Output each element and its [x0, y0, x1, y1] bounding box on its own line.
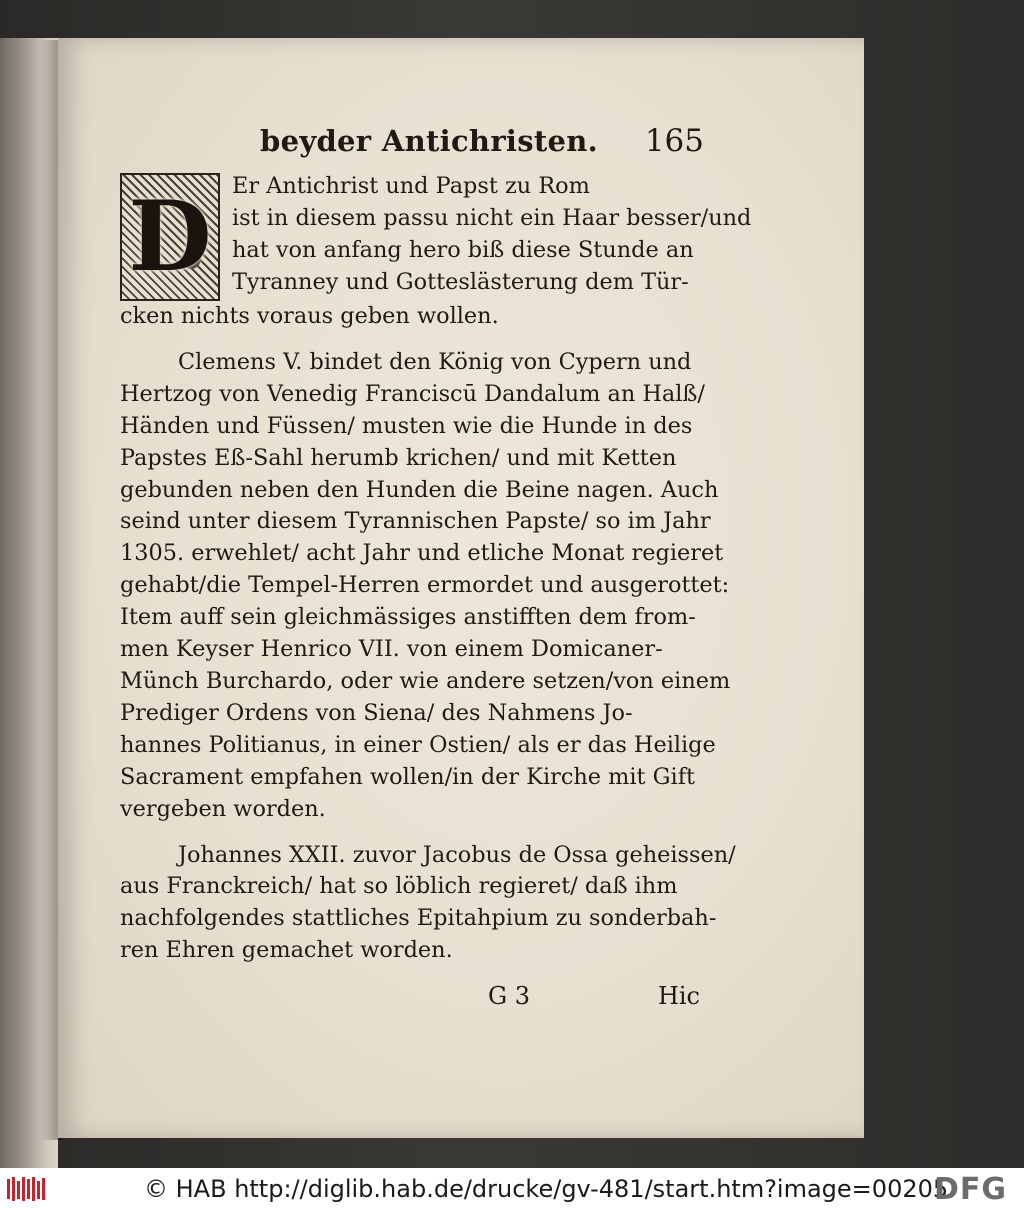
running-title: beyder Antichristen.	[260, 124, 599, 158]
hab-logo-icon	[6, 1176, 48, 1202]
text-line: hat von anfang hero biß diese Stunde an	[232, 236, 694, 263]
text-line: men Keyser Henrico VII. von einem Domicaner-	[120, 636, 663, 663]
text-line: Prediger Ordens von Siena/ des Nahmens Jo-	[120, 699, 633, 726]
text-line: Sacrament empfahen wollen/in der Kirche mit Gift	[120, 763, 696, 790]
text-line: hannes Politianus, in einer Ostien/ als er das Heilige	[120, 731, 716, 758]
running-head	[120, 123, 704, 166]
paragraph-1	[120, 171, 752, 333]
paragraph-3	[120, 840, 736, 968]
text-line: Tyranney und Gotteslästerung dem Tür-	[232, 268, 689, 295]
catchword: Hic	[657, 982, 700, 1011]
text-line: Papstes Eß-Sahl herumb krichen/ und mit Ketten	[120, 444, 677, 471]
text-line: ren Ehren gemachet worden.	[120, 937, 453, 964]
dfg-logo: DFG	[934, 1172, 1008, 1207]
initial-letter: D	[128, 180, 212, 294]
decorated-initial	[120, 173, 220, 301]
text-line: Clemens V. bindet den König von Cypern und	[178, 348, 692, 375]
paragraph-2	[120, 347, 731, 826]
text-line: Hertzog von Venedig Franciscū Dandalum an Halß/	[120, 380, 705, 407]
text-line: ist in diesem passu nicht ein Haar besser/und	[232, 204, 752, 231]
text-line: Händen und Füssen/ musten wie die Hunde in des	[120, 412, 693, 439]
book-page	[58, 38, 864, 1138]
page-foot	[120, 981, 700, 1015]
text-line: nachfolgendes stattliches Epitahpium zu sonderbah-	[120, 905, 717, 932]
footer-bar	[0, 1168, 1024, 1209]
text-line: Münch Burchardo, oder wie andere setzen/von einem	[120, 667, 731, 694]
text-line: Johannes XXII. zuvor Jacobus de Ossa geheissen/	[178, 841, 736, 868]
copyright-link[interactable]: © HAB http://diglib.hab.de/drucke/gv-481/start.htm?image=00205	[144, 1175, 949, 1203]
text-line: vergeben worden.	[120, 795, 326, 822]
text-line: aus Franckreich/ hat so löblich regieret/ daß ihm	[120, 873, 678, 900]
text-line: 1305. erwehlet/ acht Jahr und etliche Monat regieret	[120, 540, 724, 567]
text-line: cken nichts voraus geben wollen.	[120, 303, 499, 329]
text-line: Item auff sein gleichmässiges anstifften dem from-	[120, 604, 696, 631]
text-line: Er Antichrist und Papst zu Rom	[232, 173, 590, 199]
text-line: seind unter diesem Tyrannischen Papste/ so im Jahr	[120, 508, 711, 535]
text-line: gebunden neben den Hunden die Beine nagen. Auch	[120, 476, 719, 503]
signature-mark: G 3	[488, 982, 531, 1011]
page-text	[120, 123, 752, 1015]
page-number: 165	[644, 123, 704, 159]
text-line: gehabt/die Tempel-Herren ermordet und ausgerottet:	[120, 572, 730, 599]
